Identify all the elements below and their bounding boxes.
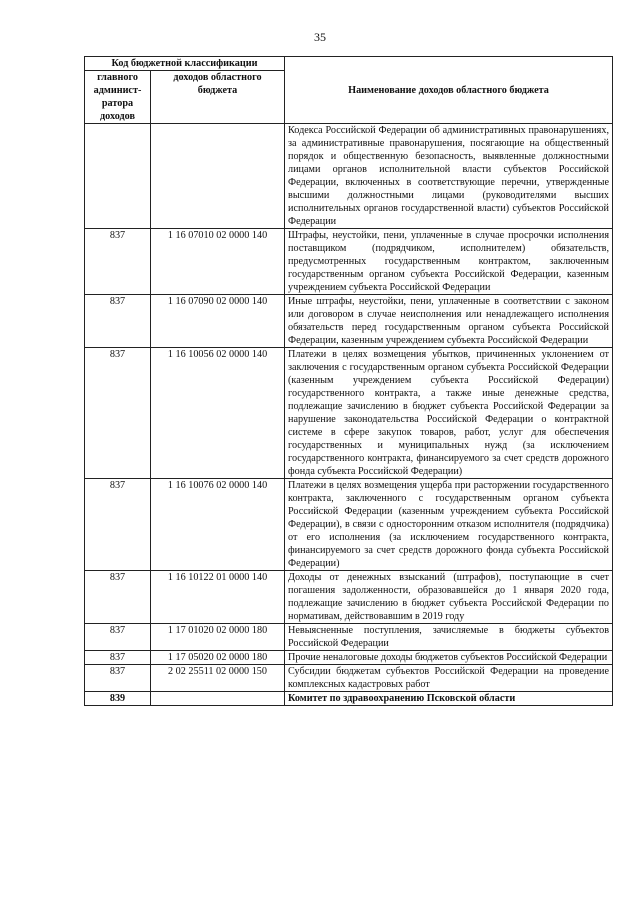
income-name-cell: Штрафы, неустойки, пени, уплаченные в случае просрочки исполнения поставщиком (подрядчиком, исполнителем) обязательств, предусмотренных государственным контрактом, заключенным государственным органом субъекта Российской Федерации, казенным учреждением субъекта Российской Федерации [285, 229, 613, 295]
admin-code-cell: 839 [85, 692, 151, 706]
admin-code-cell: 837 [85, 651, 151, 665]
admin-code-cell: 837 [85, 295, 151, 348]
income-code-cell: 1 16 10056 02 0000 140 [151, 348, 285, 479]
table-row [85, 229, 613, 295]
header-classification-group: Код бюджетной классификации [85, 57, 285, 71]
income-code-cell [151, 692, 285, 706]
income-name-cell: Кодекса Российской Федерации об административных правонарушениях, за административные правонарушения, посягающие на общественный порядок и общественную безопасность, выявленные должностными лицами органов исполнительной власти субъектов Российской Федерации, включенных в соответствующие перечни, утвержденные высшими должностными лицами (руководителями высших исполнительных органов государственной власти) субъектов Российской Федерации [285, 124, 613, 229]
table-body [85, 124, 613, 706]
admin-code-cell: 837 [85, 571, 151, 624]
table-row [85, 624, 613, 651]
table-row [85, 124, 613, 229]
table-row [85, 692, 613, 706]
income-code-cell: 1 16 07090 02 0000 140 [151, 295, 285, 348]
budget-classification-table [84, 56, 613, 706]
table-row [85, 295, 613, 348]
admin-code-cell: 837 [85, 624, 151, 651]
admin-code-cell: 837 [85, 479, 151, 571]
header-admin-code: главного админист-ратора доходов [85, 71, 151, 124]
admin-code-cell: 837 [85, 229, 151, 295]
admin-code-cell: 837 [85, 348, 151, 479]
income-code-cell: 1 16 10076 02 0000 140 [151, 479, 285, 571]
income-code-cell: 1 17 05020 02 0000 180 [151, 651, 285, 665]
income-code-cell: 1 17 01020 02 0000 180 [151, 624, 285, 651]
header-income-name: Наименование доходов областного бюджета [285, 57, 613, 124]
income-name-cell: Платежи в целях возмещения убытков, причиненных уклонением от заключения с государственным органом субъекта Российской Федерации (казенным учреждением субъекта Российской Федерации) государственного контракта, а также иные денежные средства, подлежащие зачислению в бюджет субъекта Российской Федерации за нарушение законодательства Российской Федерации о контрактной системе в сфере закупок товаров, работ, услуг для обеспечения государственных и муниципальных нужд (за исключением государственного контракта, финансируемого за счет средств дорожного фонда субъекта Российской Федерации) [285, 348, 613, 479]
income-name-cell: Невыясненные поступления, зачисляемые в бюджеты субъектов Российской Федерации [285, 624, 613, 651]
table-row [85, 348, 613, 479]
header-income-code: доходов областного бюджета [151, 71, 285, 124]
table-header-row [85, 57, 613, 71]
table-row [85, 651, 613, 665]
income-name-cell: Иные штрафы, неустойки, пени, уплаченные в соответствии с законом или договором в случае неисполнения или ненадлежащего исполнения обязательств перед государственным органом субъекта Российской Федерации, казенным учреждением субъекта Российской Федерации [285, 295, 613, 348]
table-row [85, 665, 613, 692]
table-row [85, 479, 613, 571]
income-code-cell: 2 02 25511 02 0000 150 [151, 665, 285, 692]
admin-code-cell: 837 [85, 665, 151, 692]
admin-code-cell [85, 124, 151, 229]
income-name-cell: Комитет по здравоохранению Псковской области [285, 692, 613, 706]
income-code-cell: 1 16 10122 01 0000 140 [151, 571, 285, 624]
income-code-cell: 1 16 07010 02 0000 140 [151, 229, 285, 295]
income-name-cell: Субсидии бюджетам субъектов Российской Федерации на проведение комплексных кадастровых работ [285, 665, 613, 692]
page-number: 35 [314, 30, 326, 44]
income-name-cell: Платежи в целях возмещения ущерба при расторжении государственного контракта, заключенного с государственным органом субъекта Российской Федерации (казенным учреждением субъекта Российской Федерации), в связи с односторонним отказом исполнителя (подрядчика) от его исполнения (за исключением государственного контракта, финансируемого за счет средств дорожного фонда субъекта Российской Федерации) [285, 479, 613, 571]
table-row [85, 571, 613, 624]
income-name-cell: Доходы от денежных взысканий (штрафов), поступающие в счет погашения задолженности, образовавшейся до 1 января 2020 года, подлежащие зачислению в бюджет субъекта Российской Федерации по нормативам, действовавшим в 2019 году [285, 571, 613, 624]
income-name-cell: Прочие неналоговые доходы бюджетов субъектов Российской Федерации [285, 651, 613, 665]
income-code-cell [151, 124, 285, 229]
